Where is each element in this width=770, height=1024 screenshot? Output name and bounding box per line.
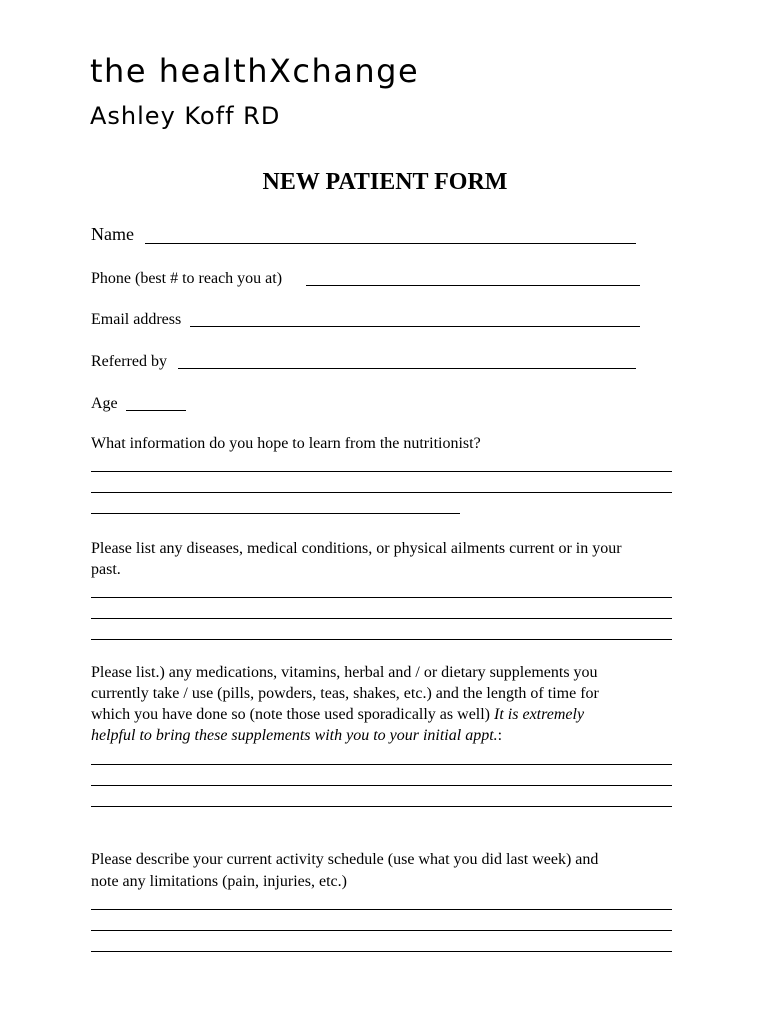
meds-question-emphasis: It is extremely bbox=[494, 706, 585, 723]
conditions-answer-line[interactable] bbox=[91, 639, 672, 640]
referred-input-line[interactable] bbox=[178, 368, 636, 369]
conditions-answer-line[interactable] bbox=[91, 597, 672, 598]
activity-answer-line[interactable] bbox=[91, 909, 672, 910]
brand-name: the healthXchange bbox=[90, 52, 420, 90]
conditions-question-line2: past. bbox=[91, 561, 121, 578]
activity-question-line1: Please describe your current activity schedule (use what you did last week) and bbox=[91, 851, 599, 868]
learn-question: What information do you hope to learn from the nutritionist? bbox=[91, 435, 481, 452]
email-input-line[interactable] bbox=[190, 326, 640, 327]
age-input-line[interactable] bbox=[126, 410, 186, 411]
meds-question-line1: Please list.) any medications, vitamins, herbal and / or dietary supplements you bbox=[91, 664, 598, 681]
meds-question-line2: currently take / use (pills, powders, teas, shakes, etc.) and the length of time for bbox=[91, 685, 599, 702]
phone-input-line[interactable] bbox=[306, 285, 640, 286]
conditions-question-line1: Please list any diseases, medical conditions, or physical ailments current or in your bbox=[91, 540, 622, 557]
form-title: NEW PATIENT FORM bbox=[262, 169, 508, 195]
age-label: Age bbox=[91, 395, 118, 412]
meds-answer-line[interactable] bbox=[91, 785, 672, 786]
meds-question-line3-text: which you have done so (note those used sporadically as well) bbox=[91, 706, 491, 723]
activity-answer-line[interactable] bbox=[91, 930, 672, 931]
meds-question-emphasis-cont: helpful to bring these supplements with you to your initial appt. bbox=[91, 727, 498, 744]
referred-label: Referred by bbox=[91, 353, 167, 370]
learn-answer-line[interactable] bbox=[91, 513, 460, 514]
activity-question-line2: note any limitations (pain, injuries, etc.) bbox=[91, 873, 347, 890]
activity-answer-line[interactable] bbox=[91, 951, 672, 952]
email-label: Email address bbox=[91, 311, 182, 328]
name-label: Name bbox=[91, 224, 134, 244]
meds-question-line4 bbox=[91, 725, 502, 746]
phone-label: Phone (best # to reach you at) bbox=[91, 270, 283, 287]
meds-answer-line[interactable] bbox=[91, 806, 672, 807]
meds-question-colon: : bbox=[497, 727, 503, 744]
learn-answer-line[interactable] bbox=[91, 492, 672, 493]
meds-question-line3 bbox=[91, 704, 584, 725]
meds-answer-line[interactable] bbox=[91, 764, 672, 765]
learn-answer-line[interactable] bbox=[91, 471, 672, 472]
practitioner-name: Ashley Koff RD bbox=[90, 102, 281, 130]
name-input-line[interactable] bbox=[145, 243, 636, 244]
conditions-answer-line[interactable] bbox=[91, 618, 672, 619]
